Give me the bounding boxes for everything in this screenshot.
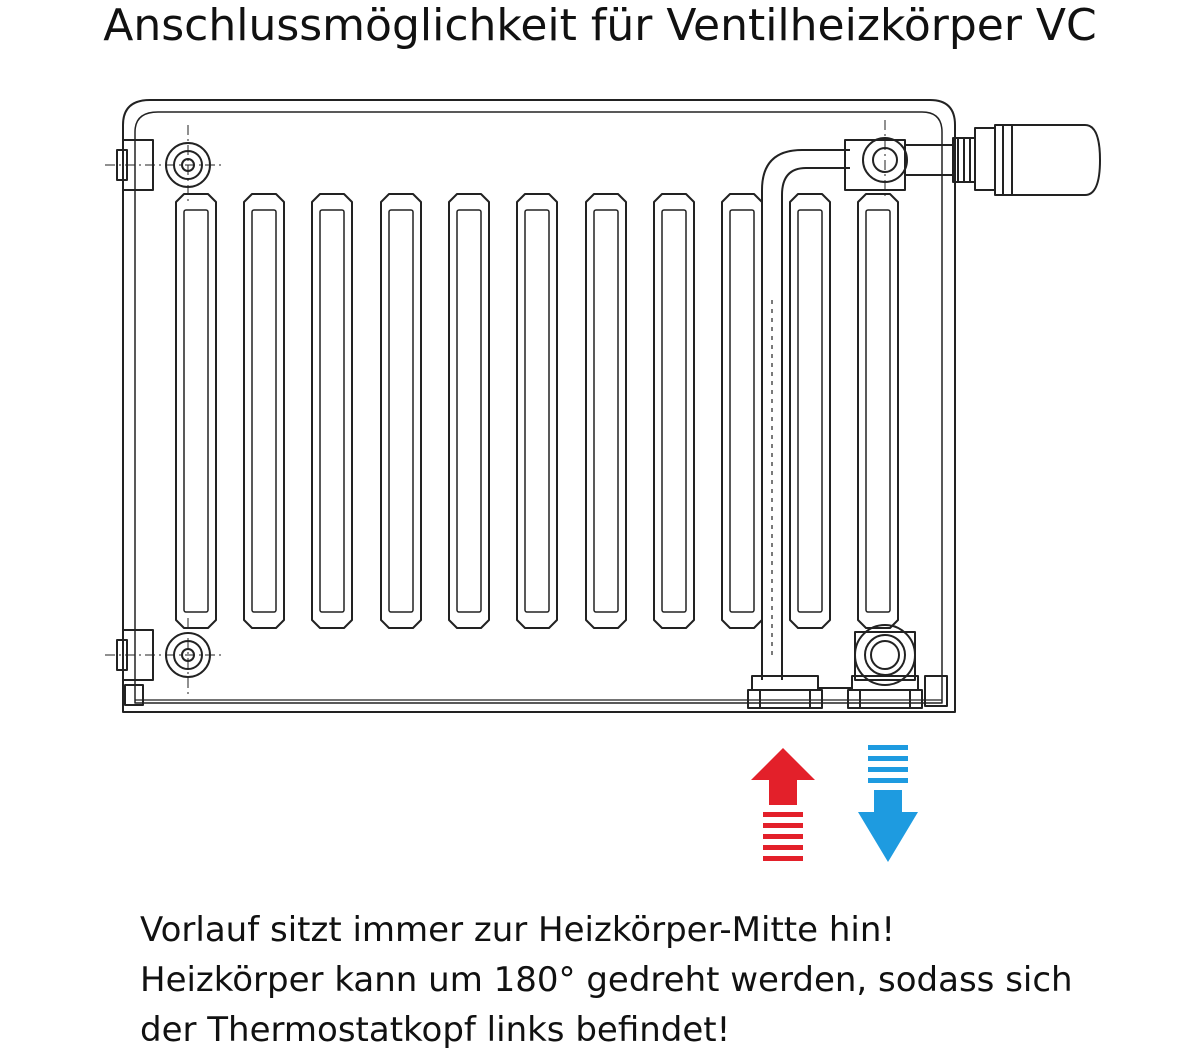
convector-fin	[449, 194, 489, 628]
convector-panels	[176, 194, 898, 628]
note-line: Vorlauf sitzt immer zur Heizkörper-Mitte hin!	[140, 910, 896, 950]
note-line: Heizkörper kann um 180° gedreht werden, sodass sich	[140, 960, 1073, 1000]
convector-fin	[244, 194, 284, 628]
supply-pipe	[762, 150, 850, 680]
arrow-up-icon	[751, 748, 815, 861]
thermostat-head-icon	[995, 125, 1100, 195]
convector-fin	[654, 194, 694, 628]
note-line: der Thermostatkopf links befindet!	[140, 1010, 731, 1050]
convector-fin-inner	[389, 210, 413, 612]
convector-fin	[790, 194, 830, 628]
convector-fin	[176, 194, 216, 628]
convector-fin-inner	[662, 210, 686, 612]
convector-fin	[381, 194, 421, 628]
convector-fin-inner	[798, 210, 822, 612]
page-title: Anschlussmöglichkeit für Ventilheizkörper VC	[103, 0, 1097, 51]
convector-fin-inner	[730, 210, 754, 612]
installation-notes	[140, 905, 1140, 1055]
convector-fin	[586, 194, 626, 628]
convector-fin-inner	[320, 210, 344, 612]
convector-fin	[858, 194, 898, 628]
convector-fin-inner	[184, 210, 208, 612]
convector-fin	[312, 194, 352, 628]
convector-fin	[517, 194, 557, 628]
convector-fin-inner	[457, 210, 481, 612]
convector-fin-inner	[594, 210, 618, 612]
convector-fin-inner	[252, 210, 276, 612]
arrow-down-icon	[858, 745, 918, 862]
valve-body	[845, 120, 995, 200]
convector-fin-inner	[866, 210, 890, 612]
convector-fin-inner	[525, 210, 549, 612]
convector-fin	[722, 194, 762, 628]
